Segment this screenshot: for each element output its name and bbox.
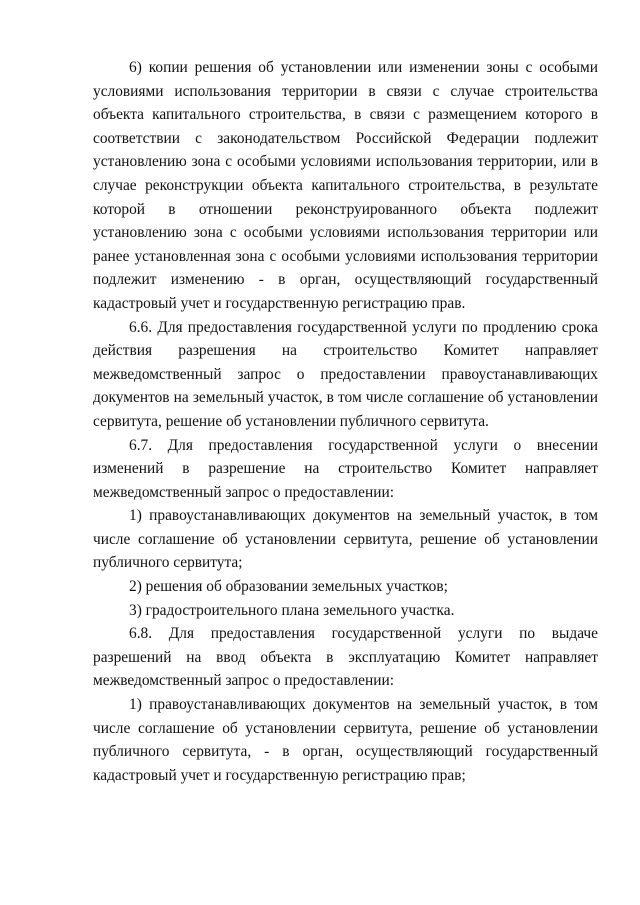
list-item-6-7-1: 1) правоустанавливающих документов на земельный участок, в том числе соглашение об установлении сервитута, решение об установлении публичного сервитута; [93,507,598,572]
paragraph-6-6: 6.6. Для предоставления государственной услуги по продлению срока действия разрешения на строительство Комитет направляет межведомственный запрос о предоставлении правоустанавливающих документов на земельный участок, в том числе соглашение об установлении сервитута, решение об установлении публичного сервитута. [93,318,598,430]
paragraph-6-7: 6.7. Для предоставления государственной услуги о внесении изменений в разрешение на строительство Комитет направляет межведомственный запрос о предоставлении: [93,436,598,501]
document-body [93,56,598,787]
list-item-6-7-3: 3) градостроительного плана земельного участка. [129,601,455,619]
paragraph-item-6: 6) копии решения об установлении или изменении зоны с особыми условиями использования территории в связи с случае строительства объекта капитального строительства, в связи с размещением которого в соответствии с законодательством Российской Федерации подлежит установлению зона с особыми условиями использования территории, или в случае реконструкции объекта капитального строительства, в результате которой в отношении реконструированного объекта подлежит установлению зона с особыми условиями использования территории или ранее установленная зона с особыми условиями использования территории подлежит изменению - в орган, осуществляющий государственный кадастровый учет и государственную регистрацию прав. [93,59,598,312]
paragraph-6-8: 6.8. Для предоставления государственной услуги по выдаче разрешений на ввод объекта в эксплуатацию Комитет направляет межведомственный запрос о предоставлении: [93,625,598,690]
list-item-6-8-1: 1) правоустанавливающих документов на земельный участок, в том числе соглашение об установлении сервитута, решение об установлении публичного сервитута, - в орган, осуществляющий государственный кадастровый учет и государственную регистрацию прав; [93,696,598,784]
list-item-6-7-2: 2) решения об образовании земельных участков; [129,578,448,596]
